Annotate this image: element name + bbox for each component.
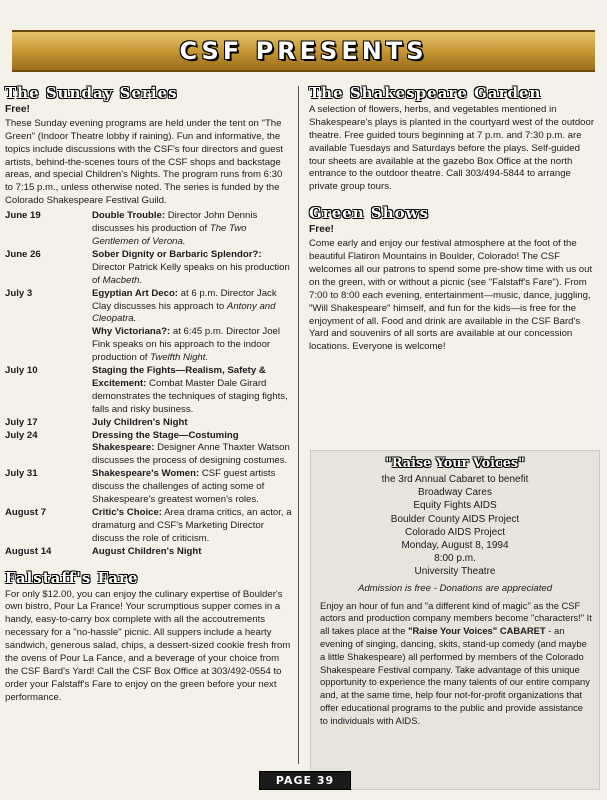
schedule-event: Dressing the Stage—Costuming Shakespeare: Designer Anne Thaxter Watson discusses the process of designing costumes. [92,429,290,467]
green-shows-body: Come early and enjoy our festival atmosphere at the foot of the beautiful Flatiron Mountains in Boulder, Colorado! The CSF welcomes all our patrons to spend some pre-show time with us out on the green, with or without a picnic (see "Falstaff's Fare"). From 7:00 to 8:00 each evening, entertainment—music, dance, juggling, "Will Shakespeare" himself, and fun for the kids—is free for the enjoyment of all. Food and drink are available in the CSF Bard's Yard and souvenirs of all sorts are available at our concession locations. Everyone is welcome! [309,238,593,353]
raise-your-voices-box [310,450,600,790]
falstaffs-fare-heading: Falstaff's Fare [5,568,139,587]
event-line: the 3rd Annual Cabaret to benefit [381,474,529,485]
schedule-row [5,468,292,507]
sunday-schedule [5,210,292,558]
schedule-row [5,326,292,365]
schedule-date: June 19 [5,210,41,222]
schedule-event: Why Victoriana?: at 6:45 p.m. Director Joel Fink speaks on his approach to the indoor production of Twelfth Night. [92,326,281,364]
schedule-row [5,546,292,559]
schedule-date: July 17 [5,416,38,428]
schedule-event: Double Trouble: Director John Dennis discusses his production of The Two Gentlemen of Verona. [92,210,258,247]
schedule-row [5,507,292,546]
shakespeare-garden-section [309,84,598,194]
event-time: 8:00 p.m. [434,553,476,565]
green-free-label: Free! [309,224,334,236]
schedule-date: July 31 [5,468,38,480]
banner-title: CSF PRESENTS [179,37,428,65]
schedule-row [5,417,292,430]
event-venue: University Theatre [414,566,496,578]
sunday-free-label: Free! [5,103,30,115]
schedule-date: July 24 [5,429,38,441]
green-shows-section [309,204,598,354]
schedule-event: Sober Dignity or Barbaric Splendor?: Director Patrick Kelly speaks on his production of Macbeth. [92,248,290,286]
schedule-event: Staging the Fights—Realism, Safety & Excitement: Combat Master Dale Girard demonstrates the techniques of staging fights, falls and risky business. [92,365,288,415]
schedule-date: June 26 [5,248,41,260]
shakespeare-garden-heading: The Shakespeare Garden [309,84,542,102]
left-column [5,84,292,705]
schedule-event: August Children's Night [92,545,202,557]
event-line: Broadway Cares [418,487,492,499]
falstaffs-fare-body: For only $12.00, you can enjoy the culinary expertise of Boulder's own bistro, Pour La France! Your scrumptious supper comes in a handy, easy-to-carry box complete with all the accoutrements necessary for a "no-hassle" picnic. All suppers include a hearty sandwich, generous salad, chips, a dessert-sized cookie fresh from the ovens of Pour La Fance, and a beverage of your choice from the CSF Bard's Yard! Call the CSF Box Office at 303/492-0554 to order your Falstaff's Fare to enjoy on the green before your next performance. [5,588,291,703]
shakespeare-garden-body: A selection of flowers, herbs, and vegetables mentioned in Shakespeare's plays is planted in the courtyard west of the outdoor theatre. Free guided tours beginning at 7 p.m. and 7:30 p.m. are available Tuesdays and Saturdays before the plays. Self-guided tour sheets are available at the gazebo Box Office at the north entrance to the outdoor theatre. Call 303/494-5844 to arrange private group tours. [309,103,595,193]
page-number: PAGE 39 [259,771,351,790]
sunday-series-section [5,84,292,559]
schedule-date: August 7 [5,507,47,518]
event-line: Equity Fights AIDS [413,500,497,512]
event-date: Monday, August 8, 1994 [401,540,509,552]
schedule-event: Shakespeare's Women: CSF guest artists discuss the challenges of acting some of Shakespeare's greatest women's roles. [92,468,276,506]
green-shows-heading: Green Shows [309,204,430,223]
schedule-row [5,430,292,469]
raise-your-voices-body: Enjoy an hour of fun and "a different kind of magic" as the CSF actors and production company members become "characters!" It all takes place at the "Raise Your Voices" CABARET - an evening of singing, dancing, skits, stand-up comedy (and maybe a little Shakespeare) all performed by members of the Colorado Shakespeare Festival company. Take advantage of this unique opportunity to experience the many talents of our entire company and, at the same time, help four not-for-profit organizations that offer educational programs to the public and provide assistance to individuals with AIDS. [320,599,592,726]
sunday-series-heading: The Sunday Series [5,84,178,102]
schedule-event: Egyptian Art Deco: at 6 p.m. Director Jack Clay discusses his approach to Antony and Cleopatra. [92,287,277,325]
schedule-date: July 10 [5,365,38,377]
sunday-intro: These Sunday evening programs are held under the tent on "The Green" (Indoor Theatre lobby if raining). Fun and informative, the topics include discussions with the CSF's four directors and guest artists, behind-the-scenes tours of the CSF shops and backstage areas, and special Children's Nights. The program runs from 6:30 to 7:15 p.m., unless otherwise noted. The series is funded by the Colorado Shakespeare Festival Guild. [5,117,284,207]
schedule-row [5,288,292,327]
schedule-row [5,210,292,249]
column-divider [298,86,299,764]
event-details [311,473,599,579]
admission-note: Admission is free - Donations are appreciated [357,582,553,594]
schedule-date: August 14 [5,545,52,557]
schedule-row [5,249,292,288]
schedule-date: July 3 [5,287,33,299]
schedule-event: Critic's Choice: Area drama critics, an actor, a dramaturg and CSF's Marketing Director discuss the role of criticism. [92,507,292,544]
schedule-event: July Children's Night [92,416,188,428]
event-line: Colorado AIDS Project [404,526,506,538]
event-line: Boulder County AIDS Project [390,513,520,525]
header-banner [12,30,595,72]
raise-your-voices-heading: "Raise Your Voices" [385,456,525,471]
schedule-row [5,365,292,417]
falstaffs-fare-section [5,568,292,705]
right-column [309,84,598,354]
